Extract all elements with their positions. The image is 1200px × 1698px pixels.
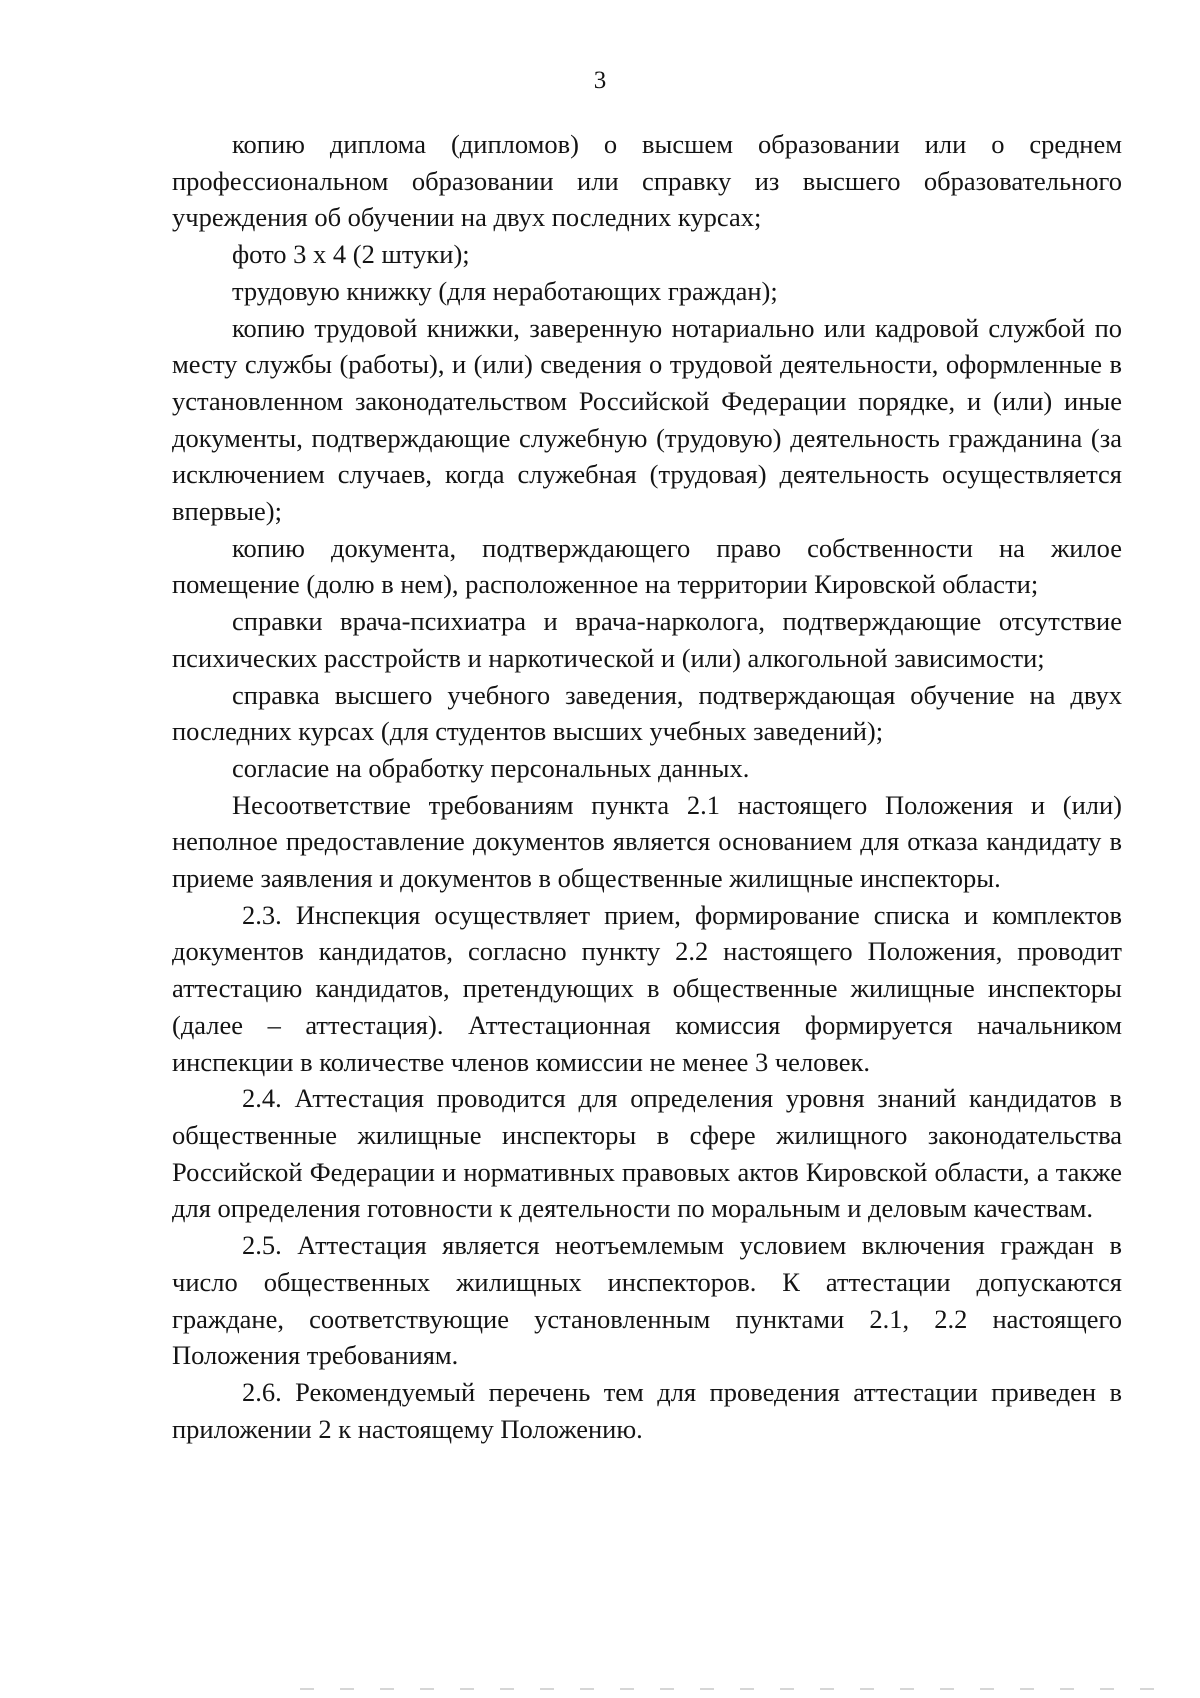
paragraph-photo: фото 3 х 4 (2 штуки); xyxy=(232,239,470,270)
clause-2-4: 2.4. Аттестация проводится для определения уровня знаний кандидатов в общественные жилищные инспекторы в сфере жилищного законодательства Российской Федерации и нормативных правовых актов Кировской области, а также для определения готовности к деятельности по моральным и деловым качествам. xyxy=(172,1083,1122,1224)
document-body xyxy=(172,126,1122,1447)
paragraph-noncompliance: Несоответствие требованиям пункта 2.1 настоящего Положения и (или) неполное предоставление документов является основанием для отказа кандидату в приеме заявления и документов в общественные жилищные инспекторы. xyxy=(172,789,1122,894)
clause-2-6: 2.6. Рекомендуемый перечень тем для проведения аттестации приведен в приложении 2 к настоящему Положению. xyxy=(172,1376,1122,1444)
paragraph-university-certificate: справка высшего учебного заведения, подтверждающая обучение на двух последних курсах (для студентов высших учебных заведений); xyxy=(172,679,1122,747)
paragraph-ownership-document: копию документа, подтверждающего право собственности на жилое помещение (долю в нем), расположенное на территории Кировской области; xyxy=(172,532,1122,600)
scan-artifact xyxy=(300,1688,1160,1690)
paragraph-diploma-copy: копию диплома (дипломов) о высшем образовании или о среднем профессиональном образовании или справку из высшего образовательного учреждения об обучении на двух последних курсах; xyxy=(172,129,1122,233)
paragraph-personal-data-consent: согласие на обработку персональных данных. xyxy=(232,752,750,783)
page-number: 3 xyxy=(593,67,607,94)
clause-2-3: 2.3. Инспекция осуществляет прием, формирование списка и комплектов документов кандидатов, согласно пункту 2.2 настоящего Положения, проводит аттестацию кандидатов, претендующих в общественные жилищные инспекторы (далее – аттестация). Аттестационная комиссия формируется начальником инспекции в количестве членов комиссии не менее 3 человек. xyxy=(172,899,1122,1077)
paragraph-medical-certificates: справки врача-психиатра и врача-нарколога, подтверждающие отсутствие психических расстройств и наркотической и (или) алкогольной зависимости; xyxy=(172,606,1122,673)
paragraph-work-book: трудовую книжку (для неработающих граждан); xyxy=(232,275,778,306)
clause-2-5: 2.5. Аттестация является неотъемлемым условием включения граждан в число общественных жилищных инспекторов. К аттестации допускаются граждане, соответствующие установленным пунктами 2.1, 2.2 настоящего Положения требованиям. xyxy=(172,1230,1122,1371)
paragraph-work-book-copy: копию трудовой книжки, заверенную нотариально или кадровой службой по месту службы (работы), и (или) сведения о трудовой деятельности, оформленные в установленном законодательством Российской Федерации порядке, и (или) иные документы, подтверждающие служебную (трудовую) деятельность гражданина (за исключением случаев, когда служебная (трудовая) деятельность осуществляется впервые); xyxy=(172,312,1122,527)
